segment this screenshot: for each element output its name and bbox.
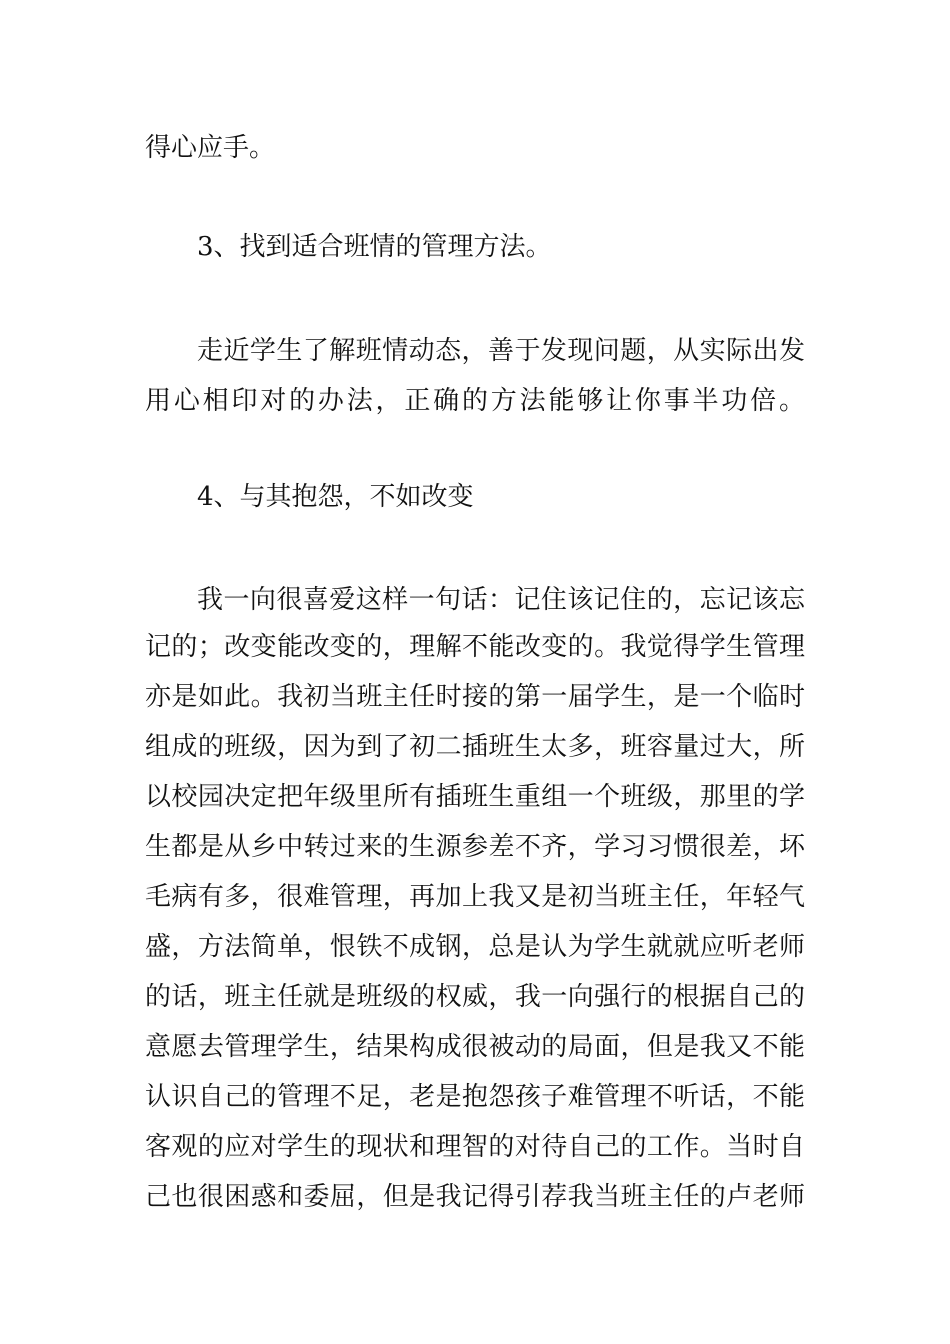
- heading-4: 4、与其抱怨，不如改变: [197, 482, 474, 512]
- paragraph-5-line-6: 生都是从乡中转过来的生源参差不齐，学习习惯很差，坏: [145, 832, 805, 862]
- paragraph-5-line-10: 意愿去管理学生，结果构成很被动的局面，但是我又不能: [145, 1032, 805, 1062]
- paragraph-3-line-1: 走近学生了解班情动态，善于发现问题，从实际出发: [197, 336, 805, 366]
- paragraph-5-line-9: 的话，班主任就是班级的权威，我一向强行的根据自己的: [145, 982, 805, 1012]
- heading-3: 3、找到适合班情的管理方法。: [197, 232, 552, 262]
- paragraph-3-line-2: 用心相印对的办法，正确的方法能够让你事半功倍。: [145, 386, 805, 416]
- paragraph-5-line-5: 以校园决定把年级里所有插班生重组一个班级，那里的学: [145, 782, 805, 812]
- paragraph-5-line-3: 亦是如此。我初当班主任时接的第一届学生，是一个临时: [145, 682, 805, 712]
- paragraph-5-line-12: 客观的应对学生的现状和理智的对待自己的工作。当时自: [145, 1132, 805, 1162]
- paragraph-5-line-11: 认识自己的管理不足，老是抱怨孩子难管理不听话，不能: [145, 1082, 805, 1112]
- paragraph-1-line-1: 得心应手。: [145, 133, 276, 163]
- paragraph-5-line-7: 毛病有多，很难管理，再加上我又是初当班主任，年轻气: [145, 882, 805, 912]
- paragraph-5-line-4: 组成的班级，因为到了初二插班生太多，班容量过大，所: [145, 732, 805, 762]
- paragraph-5-line-1: 我一向很喜爱这样一句话：记住该记住的，忘记该忘: [197, 585, 805, 615]
- paragraph-5-line-13: 己也很困惑和委屈，但是我记得引荐我当班主任的卢老师: [145, 1182, 805, 1212]
- paragraph-5-line-2: 记的；改变能改变的，理解不能改变的。我觉得学生管理: [145, 632, 805, 662]
- paragraph-5-line-8: 盛，方法简单，恨铁不成钢，总是认为学生就就应听老师: [145, 932, 805, 962]
